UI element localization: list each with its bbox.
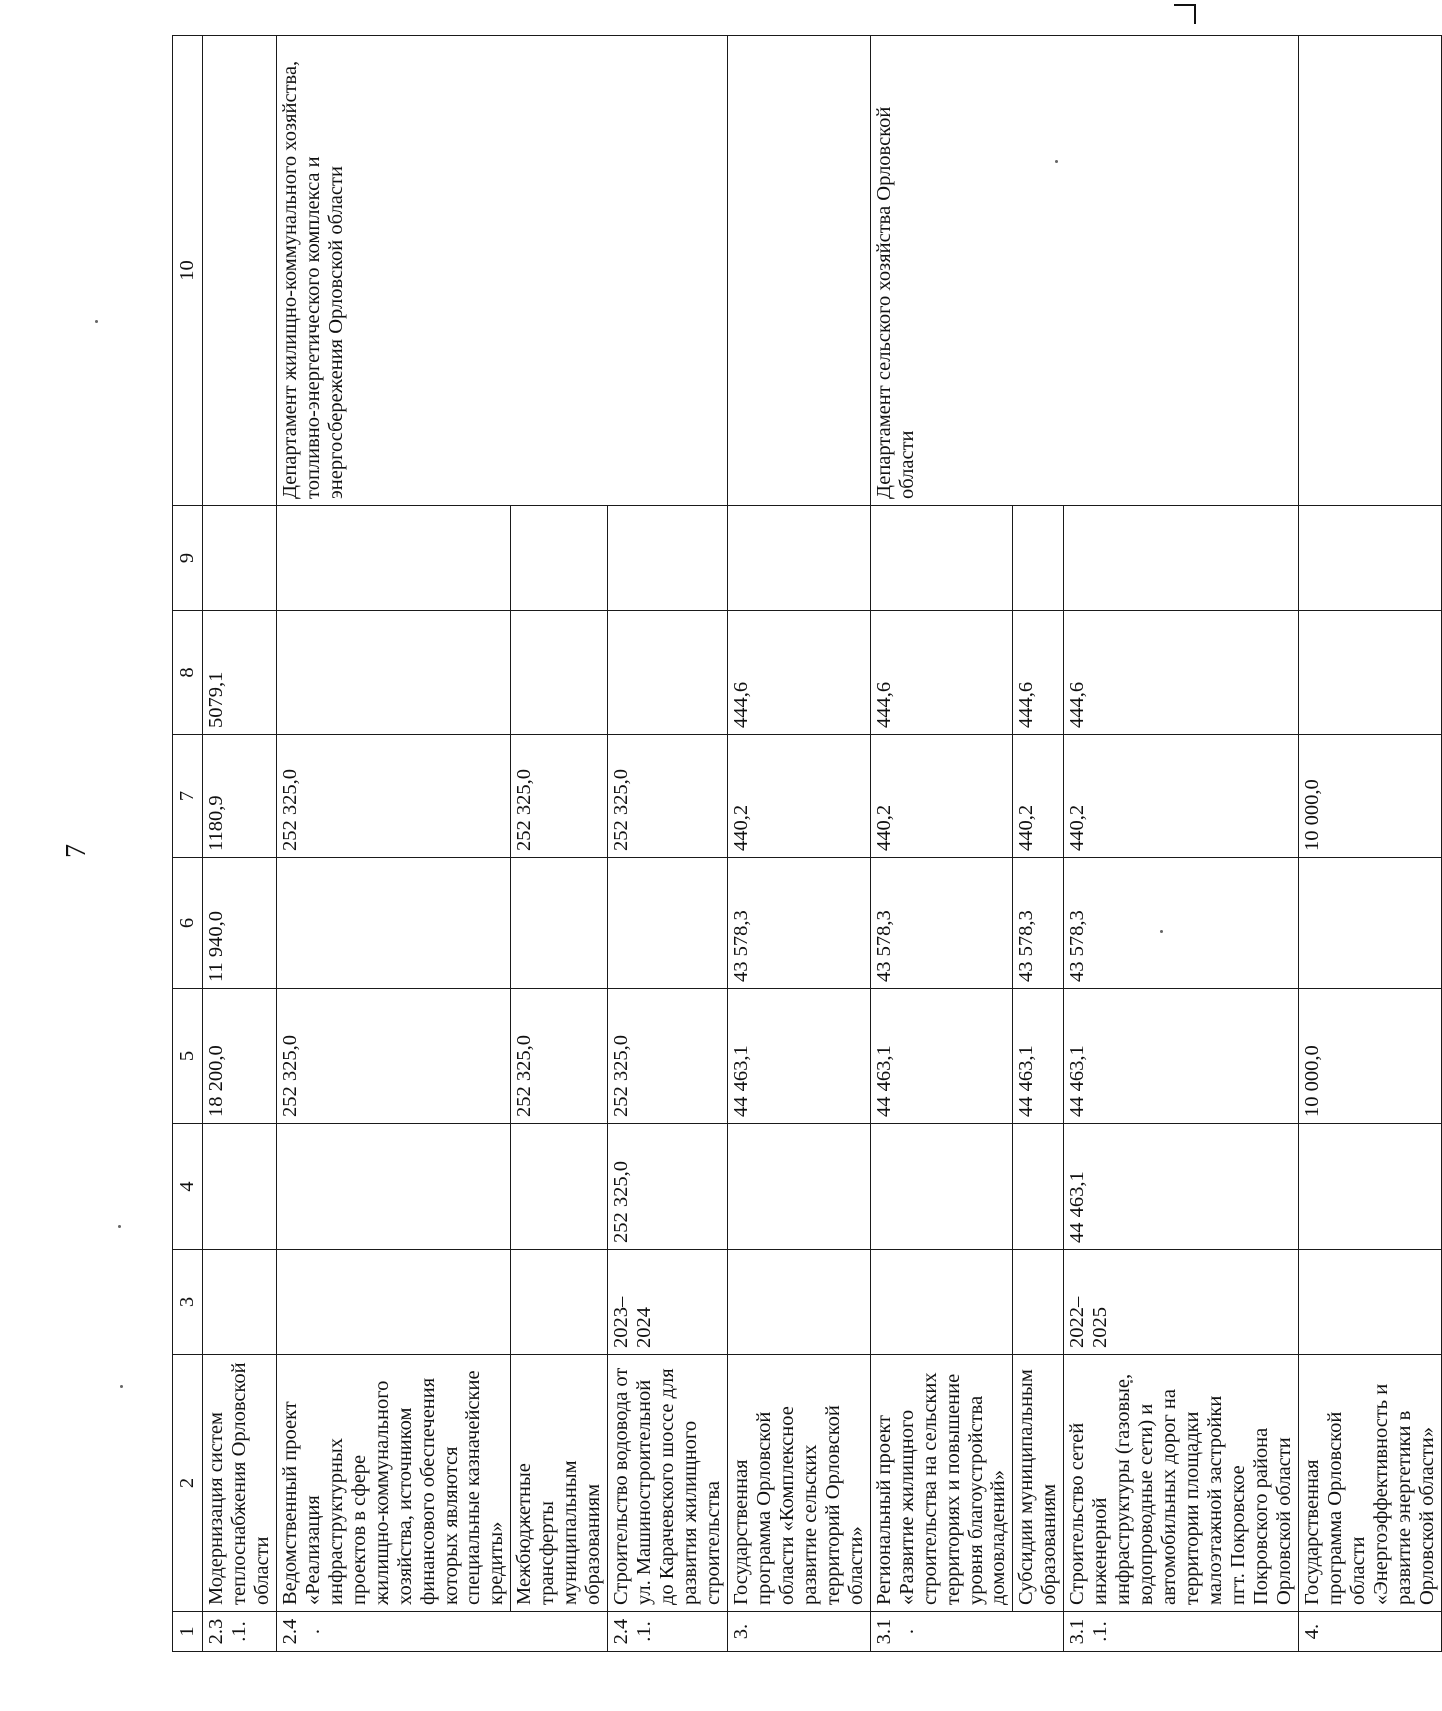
table-row [203,36,277,1652]
value-cell [1298,506,1441,611]
scan-speck [95,320,98,323]
period-cell [511,1250,608,1355]
value-cell [1064,506,1299,611]
value-cell: 43 578,3 [727,858,870,989]
header-cell: 1 [173,1612,203,1652]
value-cell: 43 578,3 [1013,858,1064,989]
value-cell: 440,2 [870,735,1013,858]
value-cell [511,506,608,611]
header-cell: 3 [173,1250,203,1355]
corner-crop-mark [1174,0,1200,24]
value-cell: 444,6 [1064,611,1299,735]
value-cell: 11 940,0 [203,858,277,989]
value-cell [511,858,608,989]
header-cell: 2 [173,1355,203,1612]
value-cell: 440,2 [1013,735,1064,858]
value-cell: 252 325,0 [608,735,728,858]
item-name-cell: Государственная программа Орловской области «Энергоэффективность и развитие энергетики в Орловской области» [1298,1355,1441,1612]
value-cell: 1180,9 [203,735,277,858]
value-cell: 444,6 [727,611,870,735]
period-cell [1013,1250,1064,1355]
row-number-cell: 2.4. [276,1612,607,1652]
responsible-cell: Департамент сельского хозяйства Орловской области [870,36,1298,506]
header-cell: 4 [173,1124,203,1250]
header-cell: 7 [173,735,203,858]
row-number-cell: 3.1.1. [1064,1612,1299,1652]
value-cell: 444,6 [1013,611,1064,735]
header-cell: 8 [173,611,203,735]
scan-speck [120,1385,123,1388]
value-cell: 252 325,0 [511,989,608,1124]
value-cell: 44 463,1 [727,989,870,1124]
value-cell [1298,1124,1441,1250]
value-cell: 444,6 [870,611,1013,735]
value-cell [870,1124,1013,1250]
item-name-cell: Ведомственный проект «Реализация инфраструктурных проектов в сфере жилищно-коммунального хозяйства, источником финансового обеспечения которых являются специальные казначейские кредиты» [276,1355,511,1612]
budget-table [172,35,1442,1652]
period-cell [1298,1250,1441,1355]
item-name-cell: Строительство сетей инженерной инфраструктуры (газовые, водопроводные сети) и автомобильных дорог на территории площадки малоэтажной застройки пгт. Покровское Покровского района Орловской области [1064,1355,1299,1612]
value-cell [276,506,511,611]
responsible-cell [1298,36,1441,506]
value-cell [608,506,728,611]
value-cell: 252 325,0 [276,989,511,1124]
value-cell [1298,611,1441,735]
header-cell: 5 [173,989,203,1124]
value-cell: 43 578,3 [870,858,1013,989]
value-cell: 252 325,0 [276,735,511,858]
responsible-cell [727,36,870,506]
value-cell: 440,2 [1064,735,1299,858]
header-row [173,36,203,1652]
row-number-cell: 2.3.1. [203,1612,277,1652]
row-number-cell: 3. [727,1612,870,1652]
header-cell: 6 [173,858,203,989]
row-number-cell: 4. [1298,1612,1441,1652]
item-name-cell: Субсидии муниципальным образованиям [1013,1355,1064,1612]
value-cell [608,858,728,989]
value-cell: 44 463,1 [870,989,1013,1124]
value-cell: 44 463,1 [1013,989,1064,1124]
value-cell: 44 463,1 [1064,1124,1299,1250]
period-cell: 2022–2025 [1064,1250,1299,1355]
header-cell: 10 [173,36,203,506]
table-row [727,36,870,1652]
value-cell [1013,506,1064,611]
value-cell: 18 200,0 [203,989,277,1124]
item-name-cell: Межбюджетные трансферты муниципальным образованиям [511,1355,608,1612]
period-cell [203,1250,277,1355]
row-number-cell: 2.4.1. [608,1612,728,1652]
value-cell: 252 325,0 [608,989,728,1124]
period-cell [870,1250,1013,1355]
item-name-cell: Региональный проект «Развитие жилищного строительства на сельских территориях и повышение уровня благоустройства домовладений» [870,1355,1013,1612]
value-cell: 252 325,0 [511,735,608,858]
value-cell: 252 325,0 [608,1124,728,1250]
value-cell [203,1124,277,1250]
value-cell: 5079,1 [203,611,277,735]
rotated-table-container [172,36,1438,1652]
item-name-cell: Модернизация систем теплоснабжения Орловской области [203,1355,277,1612]
table-row [870,36,1013,1652]
value-cell [276,858,511,989]
value-cell [727,506,870,611]
value-cell [203,506,277,611]
header-cell: 9 [173,506,203,611]
table-row [1298,36,1441,1652]
value-cell [727,1124,870,1250]
value-cell: 43 578,3 [1064,858,1299,989]
value-cell [870,506,1013,611]
item-name-cell: Государственная программа Орловской области «Комплексное развитие сельских территорий Орловской области» [727,1355,870,1612]
value-cell [1013,1124,1064,1250]
value-cell: 44 463,1 [1064,989,1299,1124]
value-cell [276,1124,511,1250]
page-number: 7 [61,844,92,858]
value-cell [511,611,608,735]
value-cell [276,611,511,735]
value-cell [608,611,728,735]
value-cell: 440,2 [727,735,870,858]
responsible-cell [203,36,277,506]
value-cell [511,1124,608,1250]
table-row [276,36,511,1652]
value-cell: 10 000,0 [1298,735,1441,858]
value-cell [1298,858,1441,989]
item-name-cell: Строительство водовода от ул. Машиностроительной до Карачевского шоссе для развития жилищного строительства [608,1355,728,1612]
row-number-cell: 3.1. [870,1612,1064,1652]
responsible-cell: Департамент жилищно-коммунального хозяйства, топливно-энергетического комплекса и энергосбережения Орловской области [276,36,727,506]
scan-speck [118,1225,121,1228]
period-cell [276,1250,511,1355]
period-cell [727,1250,870,1355]
period-cell: 2023–2024 [608,1250,728,1355]
value-cell: 10 000,0 [1298,989,1441,1124]
